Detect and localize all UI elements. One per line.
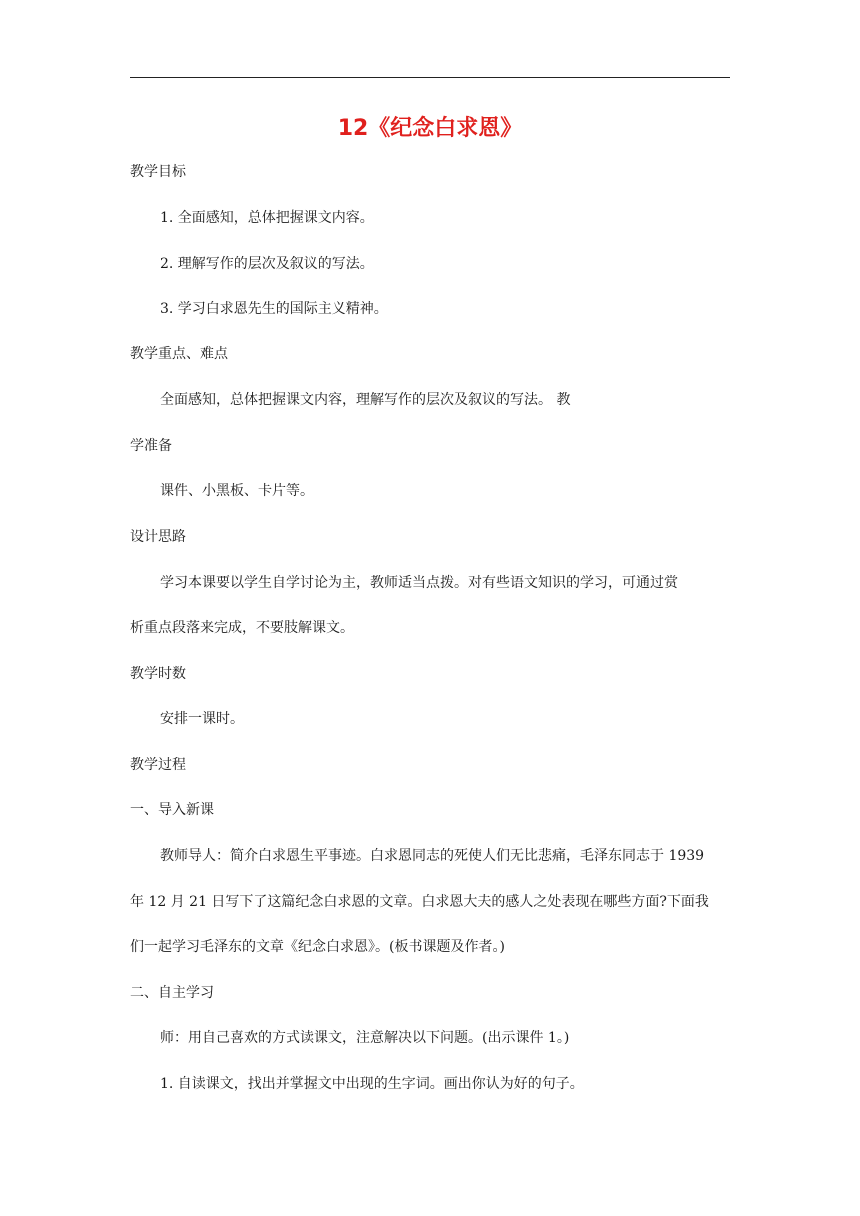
section-text: 1. 自读课文，找出并掌握文中出现的生字词。画出你认为好的句子。 (160, 1076, 584, 1092)
preparation-heading: 学准备 (130, 438, 172, 454)
class-hours-text: 安排一课时。 (160, 711, 244, 727)
header-rule (130, 77, 730, 78)
goal-item: 1. 全面感知，总体把握课文内容。 (160, 210, 374, 226)
key-points-heading: 教学重点、难点 (130, 346, 228, 362)
design-text: 学习本课要以学生自学讨论为主，教师适当点拨。对有些语文知识的学习，可通过赏 (160, 575, 678, 591)
section-text: 们一起学习毛泽东的文章《纪念白求恩》。(板书课题及作者。) (130, 939, 505, 955)
goal-item: 2. 理解写作的层次及叙议的写法。 (160, 256, 374, 272)
key-points-text: 全面感知，总体把握课文内容，理解写作的层次及叙议的写法。 教 (160, 392, 571, 408)
class-hours-heading: 教学时数 (130, 666, 186, 682)
design-text: 析重点段落来完成，不要肢解课文。 (130, 620, 354, 636)
section-heading: 二、自主学习 (130, 985, 214, 1001)
goals-heading: 教学目标 (130, 164, 186, 180)
section-heading: 一、导入新课 (130, 802, 214, 818)
preparation-text: 课件、小黑板、卡片等。 (160, 483, 314, 499)
document-title: 12《纪念白求恩》 (337, 116, 523, 141)
design-heading: 设计思路 (130, 529, 186, 545)
section-text: 年 12 月 21 日写下了这篇纪念白求恩的文章。白求恩大夫的感人之处表现在哪些方面?下面我 (130, 894, 709, 910)
section-text: 师：用自己喜欢的方式读课文，注意解决以下问题。(出示课件 1。) (160, 1030, 570, 1046)
goal-item: 3. 学习白求恩先生的国际主义精神。 (160, 301, 388, 317)
process-heading: 教学过程 (130, 757, 186, 773)
section-text: 教师导人：简介白求恩生平事迹。白求恩同志的死使人们无比悲痛，毛泽东同志于 1939 (160, 848, 705, 864)
